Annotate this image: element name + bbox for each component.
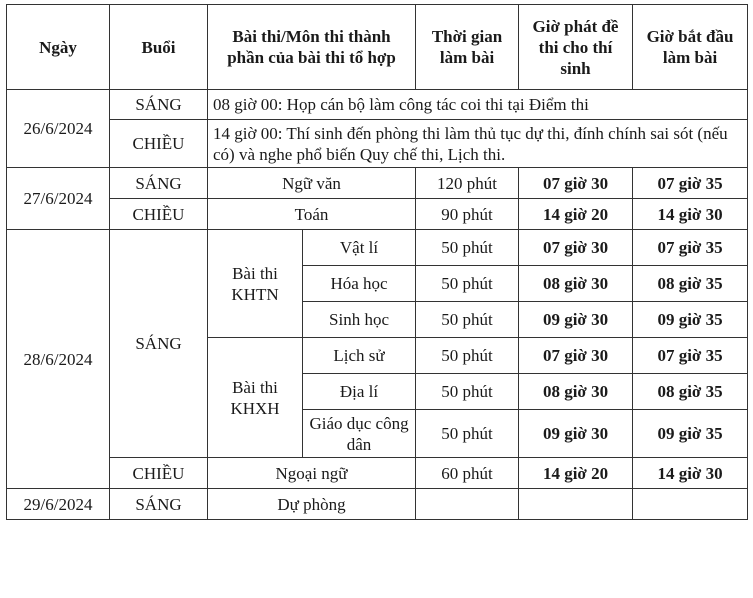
start-time-cell: 09 giờ 35 <box>633 302 748 338</box>
session-cell: SÁNG <box>110 168 208 199</box>
date-cell: 26/6/2024 <box>7 90 110 168</box>
header-gio-phat: Giờ phát đề thi cho thí sinh <box>519 5 633 90</box>
session-cell: SÁNG <box>110 489 208 520</box>
date-cell: 28/6/2024 <box>7 230 110 489</box>
subject-cell: Lịch sử <box>303 338 416 374</box>
subject-cell: Hóa học <box>303 266 416 302</box>
table-row <box>7 230 748 266</box>
duration-cell <box>416 489 519 520</box>
subject-cell: Vật lí <box>303 230 416 266</box>
start-time-cell: 07 giờ 35 <box>633 338 748 374</box>
start-time-cell <box>633 489 748 520</box>
subject-cell: Địa lí <box>303 374 416 410</box>
table-row <box>7 489 748 520</box>
subject-cell: Giáo dục công dân <box>303 410 416 458</box>
session-cell: CHIỀU <box>110 458 208 489</box>
subject-cell: Dự phòng <box>208 489 416 520</box>
session-cell: CHIỀU <box>110 120 208 168</box>
table-row <box>7 120 748 168</box>
table-row <box>7 458 748 489</box>
session-cell: SÁNG <box>110 90 208 120</box>
issue-time-cell: 07 giờ 30 <box>519 338 633 374</box>
start-time-cell: 08 giờ 35 <box>633 374 748 410</box>
group-khtn-cell: Bài thi KHTN <box>208 230 303 338</box>
start-time-cell: 08 giờ 35 <box>633 266 748 302</box>
header-mon: Bài thi/Môn thi thành phần của bài thi tổ hợp <box>208 5 416 90</box>
header-row <box>7 5 748 90</box>
subject-cell: Toán <box>208 199 416 230</box>
header-gio-bat-dau: Giờ bắt đầu làm bài <box>633 5 748 90</box>
duration-cell: 60 phút <box>416 458 519 489</box>
group-khxh-cell: Bài thi KHXH <box>208 338 303 458</box>
header-buoi: Buổi <box>110 5 208 90</box>
subject-cell: Ngữ văn <box>208 168 416 199</box>
start-time-cell: 07 giờ 35 <box>633 168 748 199</box>
table-row <box>7 168 748 199</box>
date-cell: 29/6/2024 <box>7 489 110 520</box>
note-cell: 08 giờ 00: Họp cán bộ làm công tác coi thi tại Điểm thi <box>208 90 748 120</box>
duration-cell: 50 phút <box>416 230 519 266</box>
subject-cell: Ngoại ngữ <box>208 458 416 489</box>
duration-cell: 50 phút <box>416 374 519 410</box>
duration-cell: 50 phút <box>416 266 519 302</box>
issue-time-cell: 08 giờ 30 <box>519 374 633 410</box>
duration-cell: 120 phút <box>416 168 519 199</box>
date-cell: 27/6/2024 <box>7 168 110 230</box>
subject-cell: Sinh học <box>303 302 416 338</box>
session-cell: SÁNG <box>110 230 208 458</box>
table-row <box>7 90 748 120</box>
duration-cell: 50 phút <box>416 338 519 374</box>
issue-time-cell: 08 giờ 30 <box>519 266 633 302</box>
table-row <box>7 199 748 230</box>
header-ngay: Ngày <box>7 5 110 90</box>
note-cell: 14 giờ 00: Thí sinh đến phòng thi làm thủ tục dự thi, đính chính sai sót (nếu có) và nghe phổ biến Quy chế thi, Lịch thi. <box>208 120 748 168</box>
exam-schedule-table <box>6 4 748 520</box>
issue-time-cell: 14 giờ 20 <box>519 458 633 489</box>
issue-time-cell: 14 giờ 20 <box>519 199 633 230</box>
start-time-cell: 09 giờ 35 <box>633 410 748 458</box>
issue-time-cell: 09 giờ 30 <box>519 410 633 458</box>
issue-time-cell <box>519 489 633 520</box>
session-cell: CHIỀU <box>110 199 208 230</box>
issue-time-cell: 07 giờ 30 <box>519 168 633 199</box>
duration-cell: 90 phút <box>416 199 519 230</box>
duration-cell: 50 phút <box>416 410 519 458</box>
issue-time-cell: 07 giờ 30 <box>519 230 633 266</box>
header-thoi-gian: Thời gian làm bài <box>416 5 519 90</box>
duration-cell: 50 phút <box>416 302 519 338</box>
start-time-cell: 14 giờ 30 <box>633 458 748 489</box>
issue-time-cell: 09 giờ 30 <box>519 302 633 338</box>
start-time-cell: 14 giờ 30 <box>633 199 748 230</box>
start-time-cell: 07 giờ 35 <box>633 230 748 266</box>
